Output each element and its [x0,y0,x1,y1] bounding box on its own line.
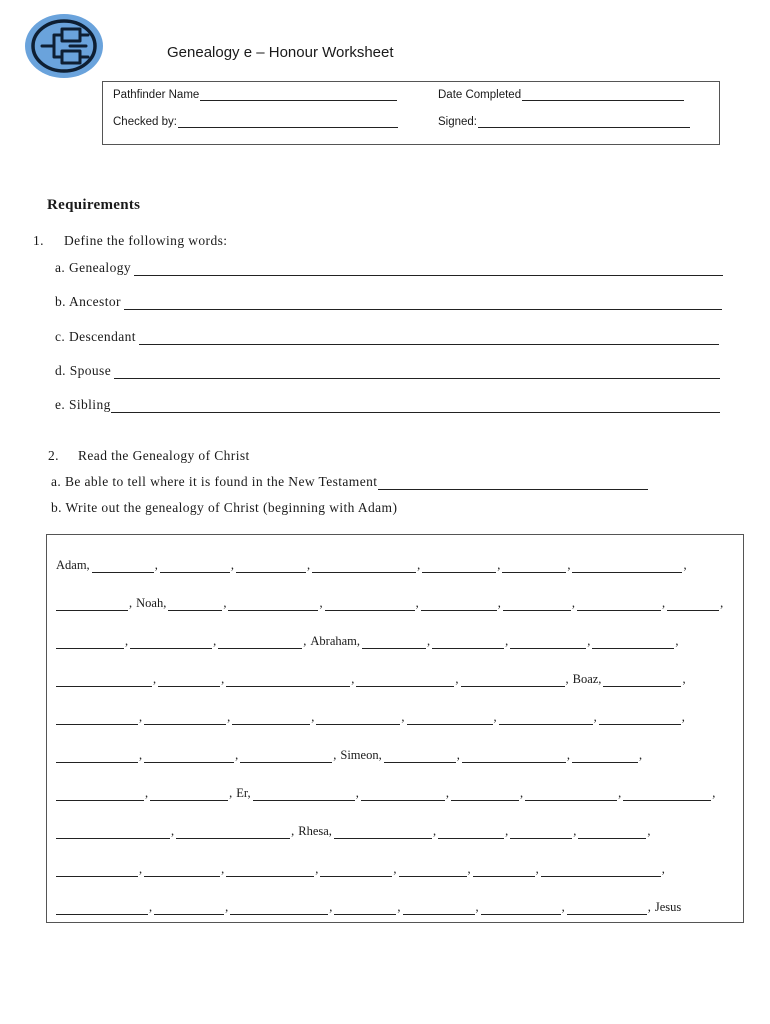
date-completed-line[interactable] [522,88,684,101]
question-2-text: Read the Genealogy of Christ [78,448,250,463]
definition-label: d. Spouse [55,363,112,378]
date-completed-label: Date Completed [438,89,522,101]
name-blank[interactable] [334,903,396,915]
answer-line[interactable] [114,366,720,379]
name-blank[interactable] [316,713,400,725]
genealogy-name: Simeon, [340,748,382,762]
name-blank[interactable] [577,599,661,611]
question-2 [48,448,250,464]
page-title: Genealogy e – Honour Worksheet [167,44,394,61]
name-blank[interactable] [462,751,566,763]
pathfinder-name-line[interactable] [200,88,397,101]
name-blank[interactable] [432,637,504,649]
name-blank[interactable] [160,561,230,573]
name-blank[interactable] [320,865,392,877]
genealogy-row: Adam, , , , , , , , [56,558,687,572]
definition-label: b. Ancestor [55,294,121,309]
definition-label: e. Sibling [55,397,111,412]
genealogy-row: , , , Abraham, , , , , [56,633,733,649]
genealogy-name: Adam, [56,558,90,572]
name-blank[interactable] [578,827,646,839]
definition-genealogy[interactable] [55,260,723,276]
signed-line[interactable] [478,115,690,128]
name-blank[interactable] [226,675,350,687]
name-blank[interactable] [503,599,571,611]
name-blank[interactable] [92,561,154,573]
checked-by-line[interactable] [178,115,398,128]
name-blank[interactable] [541,865,661,877]
name-blank[interactable] [438,827,504,839]
pathfinder-emblem-icon [24,13,104,79]
name-blank[interactable] [356,675,454,687]
definition-sibling[interactable] [55,397,720,413]
genealogy-row: , , Rhesa, , , , , [56,823,733,839]
name-blank[interactable] [150,789,228,801]
name-blank[interactable] [572,561,682,573]
answer-line[interactable] [124,297,722,310]
genealogy-name: Noah, [136,596,167,610]
name-blank[interactable] [407,713,493,725]
question-2b-text: b. Write out the genealogy of Christ (beginning with Adam) [51,500,398,515]
checked-by-field[interactable] [113,115,398,128]
genealogy-name: Er, [236,786,251,800]
name-blank[interactable] [384,751,456,763]
name-blank[interactable] [421,599,497,611]
question-1 [33,233,227,249]
name-blank[interactable] [158,675,220,687]
genealogy-row: , , , , , , , [56,709,733,725]
name-blank[interactable] [176,827,290,839]
name-blank[interactable] [422,561,496,573]
question-2a[interactable] [51,474,648,490]
genealogy-row: , Noah, , , , , , , , [56,595,733,611]
genealogy-name: Abraham, [310,634,361,648]
definition-label: c. Descendant [55,329,136,344]
name-blank[interactable] [667,599,719,611]
name-blank[interactable] [56,789,144,801]
name-blank[interactable] [56,713,138,725]
name-blank[interactable] [56,675,152,687]
name-blank[interactable] [361,789,445,801]
genealogy-row: , , , , , , , Jesus [56,899,733,915]
date-completed-field[interactable] [438,88,684,101]
name-blank[interactable] [473,865,535,877]
name-blank[interactable] [499,713,593,725]
name-blank[interactable] [510,637,586,649]
name-blank[interactable] [130,637,212,649]
definition-ancestor[interactable] [55,294,722,310]
name-blank[interactable] [451,789,519,801]
name-blank[interactable] [226,865,314,877]
signed-field[interactable] [438,115,690,128]
name-blank[interactable] [399,865,467,877]
name-blank[interactable] [168,599,222,611]
name-blank[interactable] [623,789,711,801]
name-blank[interactable] [232,713,310,725]
requirements-heading: Requirements [47,197,141,213]
name-blank[interactable] [56,865,138,877]
name-blank[interactable] [56,827,170,839]
genealogy-row: , , Er, , , , , , [56,785,733,801]
name-blank[interactable] [253,789,355,801]
name-blank[interactable] [510,827,572,839]
name-blank[interactable] [154,903,224,915]
info-box [102,81,720,145]
name-blank[interactable] [334,827,432,839]
question-1-text: Define the following words: [64,233,228,248]
answer-line[interactable] [378,477,648,490]
name-blank[interactable] [56,599,128,611]
name-blank[interactable] [362,637,426,649]
name-blank[interactable] [567,903,647,915]
answer-line[interactable] [139,332,719,345]
genealogy-row: , , , Simeon, , , , [56,747,733,763]
genealogy-box [46,534,744,923]
genealogy-name: Rhesa, [298,824,332,838]
name-blank[interactable] [481,903,561,915]
name-blank[interactable] [461,675,565,687]
checked-by-label: Checked by: [113,116,177,128]
name-blank[interactable] [525,789,617,801]
definition-descendant[interactable] [55,329,719,345]
name-blank[interactable] [56,903,148,915]
name-blank[interactable] [56,637,124,649]
answer-line[interactable] [111,400,720,413]
pathfinder-name-field[interactable] [113,88,397,101]
genealogy-row: , , , , , Boaz, , [56,671,733,687]
signed-label: Signed: [438,116,478,128]
genealogy-row: , , , , , , , [56,861,733,877]
name-blank[interactable] [599,713,681,725]
name-blank[interactable] [572,751,638,763]
name-blank[interactable] [240,751,332,763]
question-2a-text: a. Be able to tell where it is found in the New Testament [51,474,378,489]
question-2-number: 2. [48,448,59,463]
definition-spouse[interactable] [55,363,720,379]
name-blank[interactable] [325,599,415,611]
question-2b [51,500,397,516]
name-blank[interactable] [56,751,138,763]
name-blank[interactable] [144,865,220,877]
genealogy-name: Boaz, [572,672,602,686]
pathfinder-name-label: Pathfinder Name [113,89,200,101]
name-blank[interactable] [502,561,566,573]
name-blank[interactable] [312,561,416,573]
question-1-number: 1. [33,233,44,248]
name-blank[interactable] [603,675,681,687]
name-blank[interactable] [144,713,226,725]
name-blank[interactable] [144,751,234,763]
name-blank[interactable] [236,561,306,573]
name-blank[interactable] [403,903,475,915]
genealogy-name: Jesus [654,900,682,914]
name-blank[interactable] [228,599,318,611]
definition-label: a. Genealogy [55,260,132,275]
name-blank[interactable] [230,903,328,915]
name-blank[interactable] [592,637,674,649]
answer-line[interactable] [134,263,723,276]
name-blank[interactable] [218,637,302,649]
